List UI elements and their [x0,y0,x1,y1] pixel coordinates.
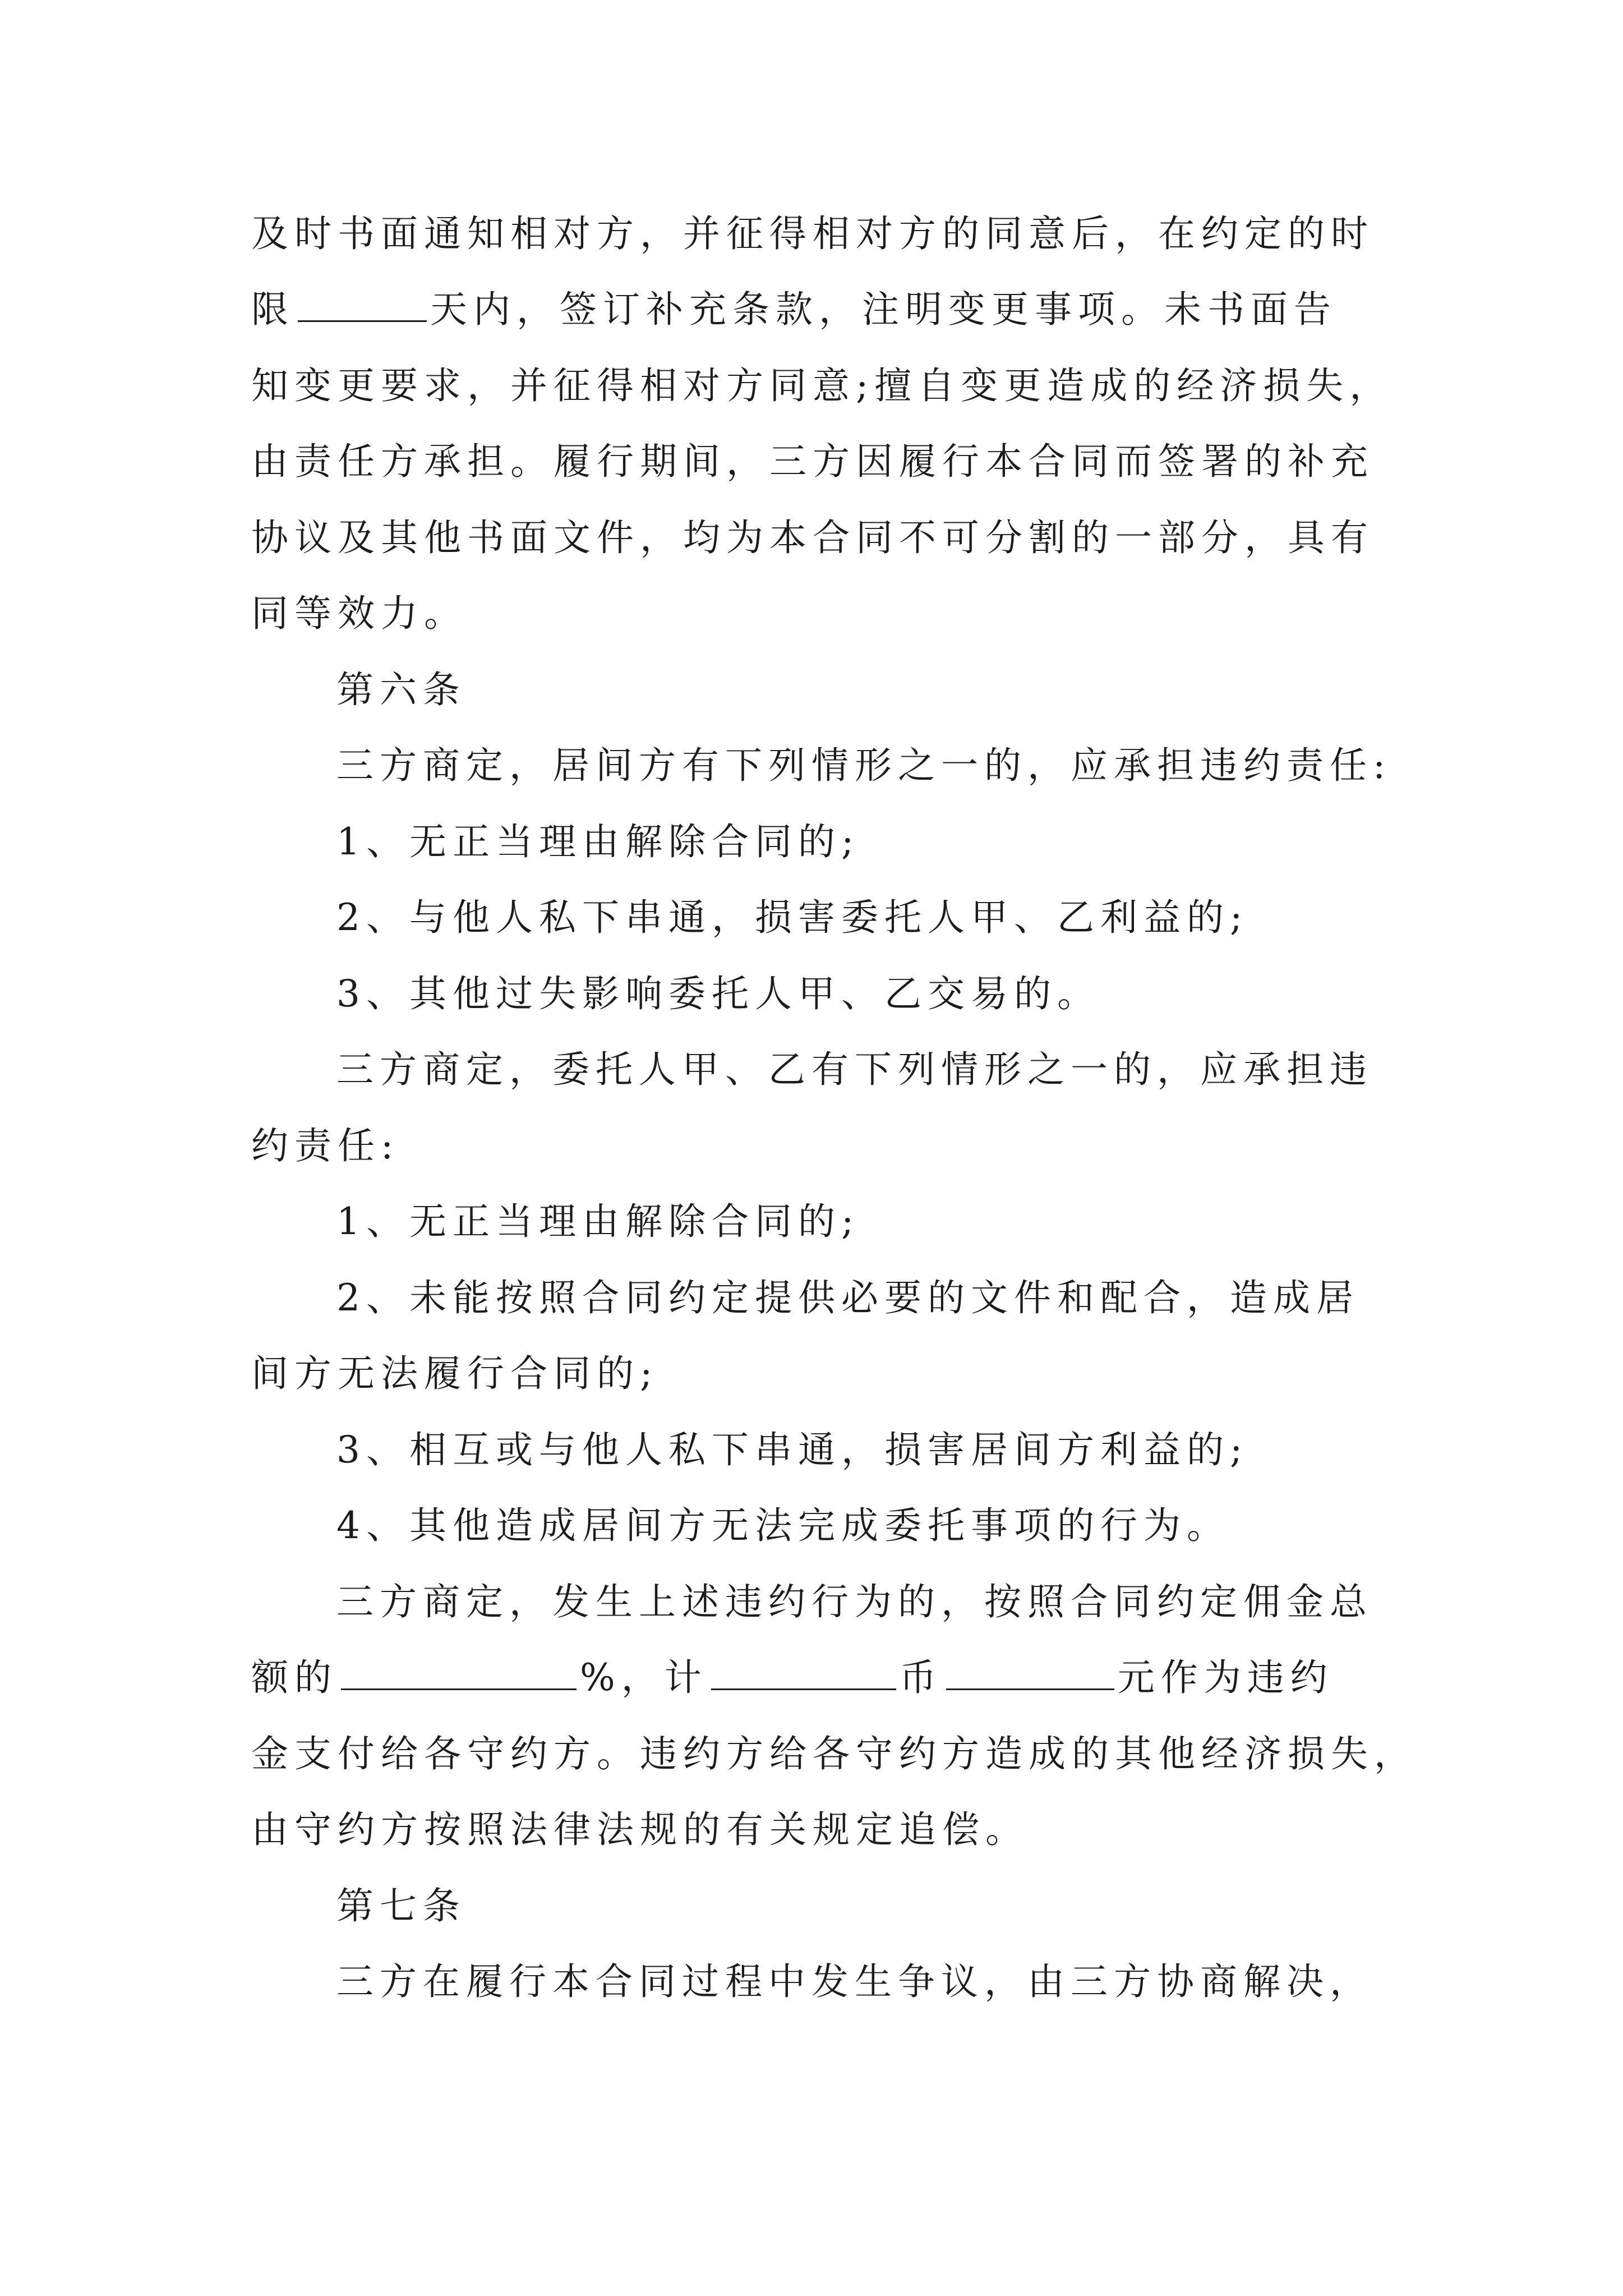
list-item: 2、未能按照合同约定提供必要的文件和配合，造成居 [336,1276,1359,1319]
paragraph-line: 金支付给各守约方。违约方给各守约方造成的其他经济损失， [251,1732,1417,1775]
text-segment: 额的 [251,1656,338,1699]
paragraph-line-with-blank [251,284,1337,335]
fill-in-blank-amount [946,1656,1114,1690]
paragraph-line: 约责任: [251,1124,400,1167]
fill-in-blank-days [298,288,427,322]
paragraph-line: 由守约方按照法律法规的有关规定追偿。 [251,1808,1029,1851]
text-segment: 限 [251,288,294,331]
paragraph-line: 协议及其他书面文件，均为本合同不可分割的一部分，具有 [251,516,1374,559]
list-item: 3、其他过失影响委托人甲、乙交易的。 [336,972,1100,1015]
text-segment: 元作为违约 [1117,1656,1334,1699]
paragraph-line: 三方商定，居间方有下列情形之一的，应承担违约责任: [336,744,1392,787]
paragraph-line: 同等效力。 [251,592,467,635]
paragraph-line: 知变更要求，并征得相对方同意;擅自变更造成的经济损失， [251,364,1393,407]
text-segment: 币 [899,1656,943,1699]
text-segment: 天内，签订补充条款，注明变更事项。未书面告 [430,288,1337,331]
paragraph-line: 三方商定，发生上述违约行为的，按照合同约定佣金总 [336,1580,1373,1623]
fill-in-blank-percent [341,1656,577,1690]
paragraph-line: 三方在履行本合同过程中发生争议，由三方协商解决， [336,1960,1373,2003]
list-item: 3、相互或与他人私下串通，损害居间方利益的; [336,1428,1249,1471]
list-item: 4、其他造成居间方无法完成委托事项的行为。 [336,1504,1230,1547]
paragraph-line-with-blanks [251,1653,1334,1703]
list-item: 2、与他人私下串通，损害委托人甲、乙利益的; [336,896,1249,939]
fill-in-blank-currency [711,1656,896,1690]
list-item: 1、无正当理由解除合同的; [336,820,860,863]
paragraph-line: 由责任方承担。履行期间，三方因履行本合同而签署的补充 [251,440,1374,483]
paragraph-line: 三方商定，委托人甲、乙有下列情形之一的，应承担违 [336,1048,1373,1091]
article-heading: 第六条 [336,668,466,711]
text-segment: %，计 [580,1656,708,1699]
list-item: 1、无正当理由解除合同的; [336,1200,860,1243]
article-heading: 第七条 [336,1884,466,1927]
paragraph-line: 及时书面通知相对方，并征得相对方的同意后，在约定的时 [251,212,1374,255]
paragraph-line: 间方无法履行合同的; [251,1352,659,1395]
